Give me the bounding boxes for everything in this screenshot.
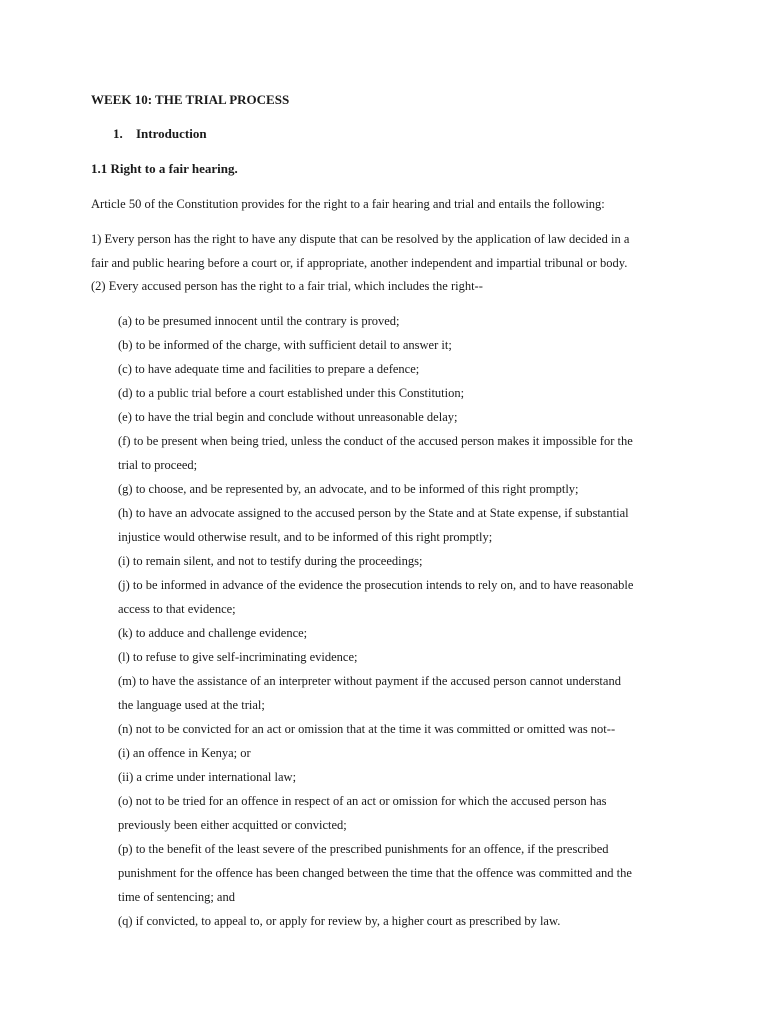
- clause-2: (2) Every accused person has the right to a fair trial, which includes the right--: [91, 279, 483, 293]
- list-item-f-line-2: trial to proceed;: [118, 458, 198, 472]
- intro-paragraph: Article 50 of the Constitution provides for the right to a fair hearing and trial and entails the following:: [91, 197, 605, 211]
- list-item-i: (i) to remain silent, and not to testify during the proceedings;: [118, 554, 423, 568]
- list-item-l: (l) to refuse to give self-incriminating evidence;: [118, 650, 358, 664]
- list-item-h-line-2: injustice would otherwise result, and to be informed of this right promptly;: [118, 530, 493, 544]
- list-item-j-line-1: (j) to be informed in advance of the evidence the prosecution intends to rely on, and to have reasonable: [118, 578, 634, 592]
- list-item-n-ii: (ii) a crime under international law;: [118, 770, 297, 784]
- list-item-m-line-2: the language used at the trial;: [118, 698, 265, 712]
- list-item-e: (e) to have the trial begin and conclude without unreasonable delay;: [118, 410, 458, 424]
- list-item-a: (a) to be presumed innocent until the contrary is proved;: [118, 314, 400, 328]
- list-item-p-line-3: time of sentencing; and: [118, 890, 235, 904]
- clause-1-line-2: fair and public hearing before a court or, if appropriate, another independent and impartial tribunal or body.: [91, 256, 628, 270]
- list-item-p-line-2: punishment for the offence has been changed between the time that the offence was committed and the: [118, 866, 632, 880]
- list-item-k: (k) to adduce and challenge evidence;: [118, 626, 308, 640]
- list-item-d: (d) to a public trial before a court established under this Constitution;: [118, 386, 465, 400]
- subsection-title: 1.1 Right to a fair hearing.: [91, 161, 238, 176]
- list-item-c: (c) to have adequate time and facilities to prepare a defence;: [118, 362, 420, 376]
- section-number: 1.: [113, 126, 123, 141]
- list-item-g: (g) to choose, and be represented by, an advocate, and to be informed of this right promptly;: [118, 482, 579, 496]
- list-item-j-line-2: access to that evidence;: [118, 602, 236, 616]
- list-item-o-line-2: previously been either acquitted or convicted;: [118, 818, 347, 832]
- list-item-f-line-1: (f) to be present when being tried, unless the conduct of the accused person makes it impossible for the: [118, 434, 633, 448]
- list-item-q: (q) if convicted, to appeal to, or apply for review by, a higher court as prescribed by law.: [118, 914, 561, 928]
- list-item-o-line-1: (o) not to be tried for an offence in respect of an act or omission for which the accused person has: [118, 794, 607, 808]
- list-item-n-i: (i) an offence in Kenya; or: [118, 746, 251, 760]
- section-title: Introduction: [136, 126, 207, 141]
- clause-1-line-1: 1) Every person has the right to have any dispute that can be resolved by the application of law decided in a: [91, 232, 630, 246]
- list-item-m-line-1: (m) to have the assistance of an interpreter without payment if the accused person cannot understand: [118, 674, 621, 688]
- list-item-n: (n) not to be convicted for an act or omission that at the time it was committed or omitted was not--: [118, 722, 616, 736]
- list-item-b: (b) to be informed of the charge, with sufficient detail to answer it;: [118, 338, 452, 352]
- document-title: WEEK 10: THE TRIAL PROCESS: [91, 92, 290, 107]
- list-item-h-line-1: (h) to have an advocate assigned to the accused person by the State and at State expense, if substantial: [118, 506, 629, 520]
- list-item-p-line-1: (p) to the benefit of the least severe of the prescribed punishments for an offence, if the prescribed: [118, 842, 609, 856]
